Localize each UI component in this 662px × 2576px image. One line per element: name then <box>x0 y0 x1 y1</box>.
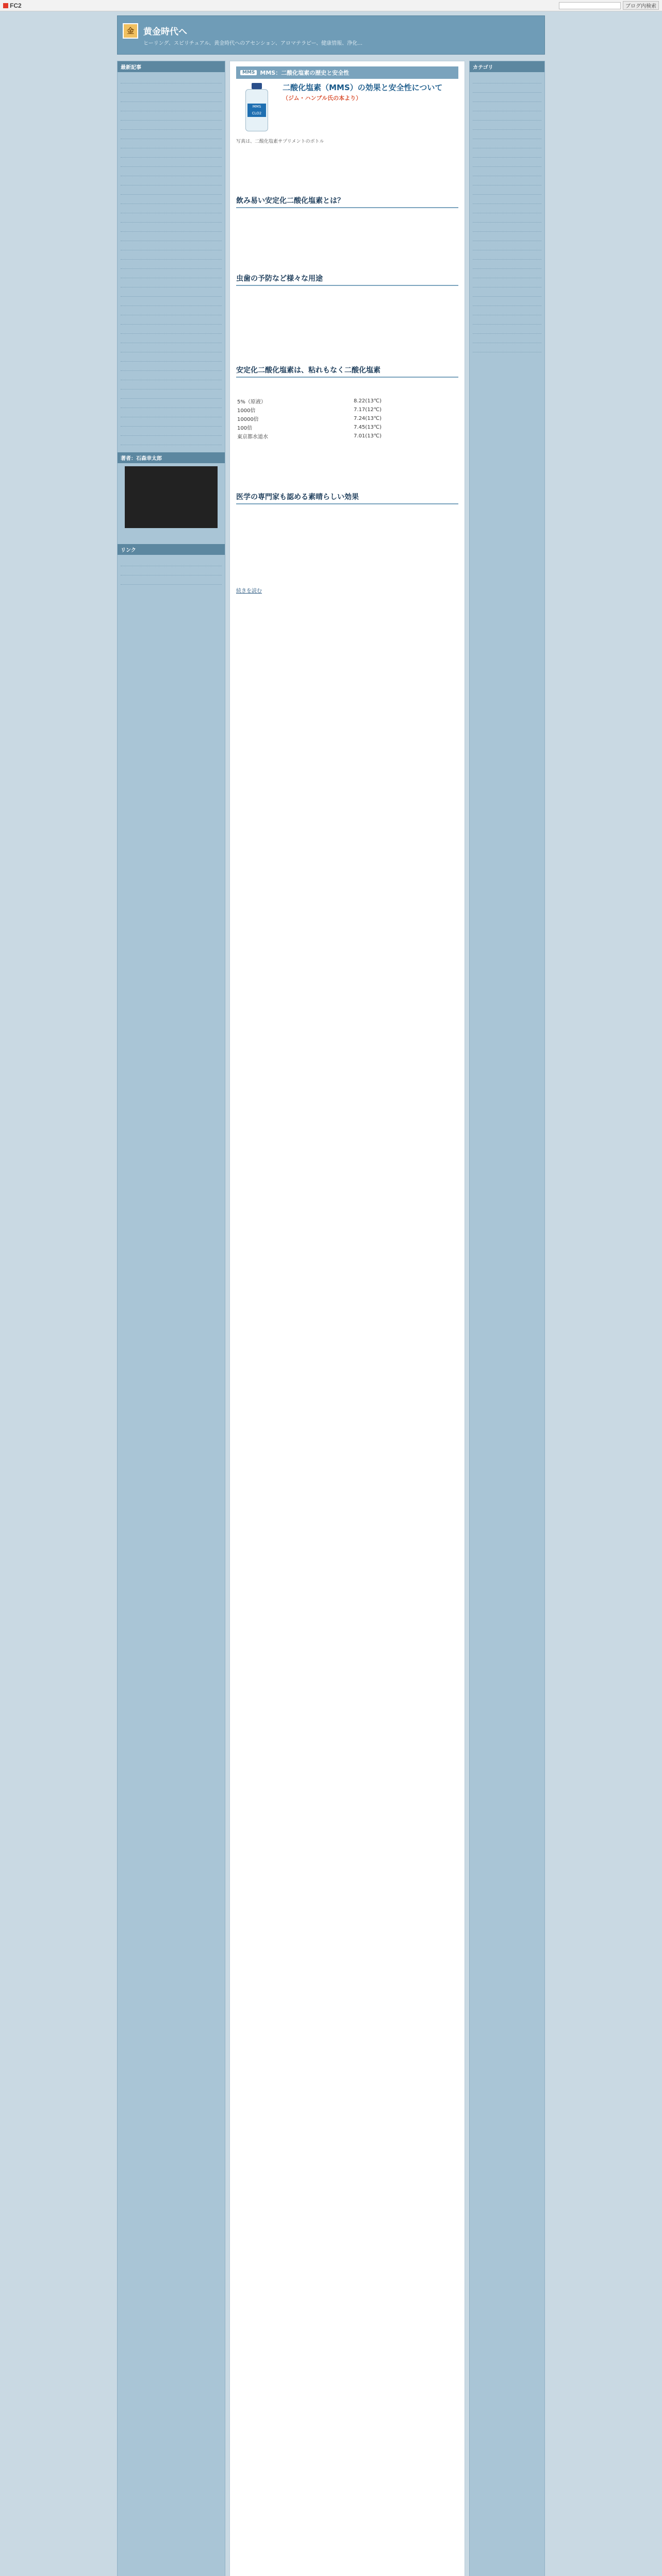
list-item[interactable] <box>121 130 222 139</box>
ph-value: 7.17(12℃) <box>354 407 382 413</box>
paragraph <box>236 565 458 574</box>
list-item[interactable] <box>121 223 222 232</box>
list-item[interactable] <box>121 176 222 185</box>
table-row <box>236 397 458 405</box>
table-row <box>236 405 458 414</box>
fc2-logo[interactable] <box>3 2 22 9</box>
list-item[interactable] <box>121 325 222 334</box>
list-item[interactable] <box>121 389 222 399</box>
list-item[interactable] <box>121 362 222 371</box>
paragraph <box>236 163 458 172</box>
ph-label: 東京都水道水 <box>237 434 268 440</box>
paragraph <box>236 177 458 186</box>
list-item[interactable] <box>121 306 222 315</box>
post-titlebar <box>236 66 458 79</box>
list-item[interactable] <box>121 93 222 102</box>
category-list <box>470 72 544 354</box>
product-image <box>236 83 277 134</box>
table-row <box>236 432 458 440</box>
links-list <box>118 555 225 587</box>
ph-value: 7.45(13℃) <box>354 425 382 430</box>
list-item[interactable] <box>473 232 541 241</box>
section-heading: 安定化二酸化塩素は、粘れもなく二酸化塩素 <box>236 365 458 378</box>
list-item[interactable] <box>121 287 222 297</box>
ph-value: 7.01(13℃) <box>354 433 382 439</box>
paragraph <box>236 291 458 300</box>
list-item[interactable] <box>473 121 541 130</box>
list-item[interactable] <box>473 93 541 102</box>
fc2-search <box>559 1 659 10</box>
list-item[interactable] <box>121 566 222 575</box>
list-item[interactable] <box>121 204 222 213</box>
recent-posts-heading: 最新記事 <box>118 61 225 72</box>
list-item[interactable] <box>473 297 541 306</box>
list-item[interactable] <box>121 260 222 269</box>
paragraph <box>236 446 458 454</box>
list-item[interactable] <box>473 241 541 250</box>
list-item[interactable] <box>121 343 222 352</box>
ph-label: 10000倍 <box>237 417 259 422</box>
list-item[interactable] <box>121 121 222 130</box>
blog-header <box>117 15 545 55</box>
list-item[interactable] <box>473 325 541 334</box>
list-item[interactable] <box>121 241 222 250</box>
list-item[interactable] <box>121 232 222 241</box>
list-item[interactable] <box>121 417 222 427</box>
paragraph <box>236 473 458 482</box>
list-item[interactable] <box>121 269 222 278</box>
list-item[interactable] <box>473 148 541 158</box>
links-heading: リンク <box>118 544 225 555</box>
author-profile <box>118 531 225 539</box>
list-item[interactable] <box>121 148 222 158</box>
list-item[interactable] <box>121 158 222 167</box>
paragraph <box>236 149 458 158</box>
blog-title[interactable]: 黄金時代へ <box>143 27 187 37</box>
list-item[interactable] <box>473 269 541 278</box>
paragraph <box>236 333 458 342</box>
list-item[interactable] <box>121 278 222 287</box>
list-item[interactable] <box>473 204 541 213</box>
post-subtitle: （ジム・ハンブル氏の本より） <box>283 95 362 101</box>
main-article <box>229 61 465 2576</box>
list-item[interactable] <box>121 380 222 389</box>
section-heading: 虫歯の予防など様々な用途 <box>236 273 458 286</box>
paragraph <box>236 551 458 560</box>
list-item[interactable] <box>473 306 541 315</box>
list-item[interactable] <box>473 139 541 148</box>
list-item[interactable] <box>473 278 541 287</box>
list-item[interactable] <box>473 195 541 204</box>
list-item[interactable] <box>473 287 541 297</box>
list-item[interactable] <box>121 334 222 343</box>
ph-value: 7.24(13℃) <box>354 416 382 421</box>
list-item[interactable] <box>121 102 222 111</box>
paragraph <box>236 510 458 518</box>
list-item[interactable] <box>473 223 541 232</box>
paragraph <box>236 523 458 532</box>
ph-value: 8.22(13℃) <box>354 398 382 404</box>
list-item[interactable] <box>473 213 541 223</box>
list-item[interactable] <box>473 176 541 185</box>
list-item[interactable] <box>121 213 222 223</box>
list-item[interactable] <box>473 130 541 139</box>
paragraph <box>236 537 458 546</box>
paragraph <box>236 241 458 250</box>
bottle-cap <box>252 83 262 89</box>
fc2-logo-text: FC2 <box>10 2 22 9</box>
fc2-search-button[interactable]: ブログ内検索 <box>623 1 659 10</box>
ph-label: 1000倍 <box>237 408 256 414</box>
fc2-search-input[interactable] <box>559 2 621 9</box>
list-item[interactable] <box>473 167 541 176</box>
paragraph <box>236 460 458 468</box>
list-item[interactable] <box>473 74 541 83</box>
paragraph <box>236 383 458 392</box>
paragraph <box>236 319 458 328</box>
list-item[interactable] <box>473 185 541 195</box>
category-badge[interactable]: MMS <box>240 70 257 75</box>
list-item[interactable] <box>473 250 541 260</box>
list-item[interactable] <box>473 158 541 167</box>
bottle-body <box>245 89 268 131</box>
recent-posts-list <box>118 72 225 447</box>
ph-label: 5%（原液） <box>237 399 266 405</box>
category-heading: カテゴリ <box>470 61 544 72</box>
fc2-toolbar <box>0 0 662 11</box>
list-item[interactable] <box>121 408 222 417</box>
blog-icon: 金 <box>123 23 138 39</box>
section-heading: 飲み易い安定化二酸化塩素とは？ <box>236 195 458 208</box>
list-item[interactable] <box>473 315 541 325</box>
list-item[interactable] <box>121 185 222 195</box>
blog-description: ヒーリング、スピリチュアル、黄金時代へのアセンション、アロマテラピー、健康情報、浄化… <box>143 41 363 46</box>
list-item[interactable] <box>121 575 222 585</box>
list-item[interactable] <box>121 250 222 260</box>
list-item[interactable] <box>473 334 541 343</box>
list-item[interactable] <box>121 557 222 566</box>
paragraph <box>236 213 458 222</box>
table-row <box>236 423 458 432</box>
read-more-link[interactable]: 続きを読む <box>236 588 262 594</box>
left-sidebar <box>117 61 225 2576</box>
author-heading: 著者：石森幸太郎 <box>118 452 225 463</box>
fc2-logo-icon <box>3 3 8 8</box>
ph-table <box>236 397 458 440</box>
section-heading: 医学の専門家も認める素晴らしい効果 <box>236 492 458 504</box>
author-photo <box>125 466 218 528</box>
image-caption: 写真は、二酸化塩素サプリメントのボトル <box>236 139 324 144</box>
list-item[interactable] <box>473 83 541 93</box>
paragraph <box>236 255 458 264</box>
list-item[interactable] <box>121 297 222 306</box>
list-item[interactable] <box>473 343 541 352</box>
post-titlebar-text[interactable]: MMS：二酸化塩素の歴史と安全性 <box>260 70 350 76</box>
paragraph <box>236 305 458 314</box>
list-item[interactable] <box>121 111 222 121</box>
list-item[interactable] <box>473 102 541 111</box>
list-item[interactable] <box>473 260 541 269</box>
list-item[interactable] <box>121 399 222 408</box>
list-item[interactable] <box>121 427 222 436</box>
table-row <box>236 414 458 423</box>
list-item[interactable] <box>121 139 222 148</box>
list-item[interactable] <box>121 315 222 325</box>
ph-label: 100倍 <box>237 426 253 431</box>
list-item[interactable] <box>121 83 222 93</box>
paragraph <box>236 347 458 355</box>
post-title: 二酸化塩素（MMS）の効果と安全性について <box>283 83 443 92</box>
list-item[interactable] <box>121 167 222 176</box>
paragraph <box>236 227 458 236</box>
right-sidebar <box>469 61 545 2576</box>
list-item[interactable] <box>121 74 222 83</box>
bottle-label: MMS CLO2 <box>247 104 266 117</box>
list-item[interactable] <box>121 195 222 204</box>
list-item[interactable] <box>121 371 222 380</box>
list-item[interactable] <box>121 436 222 445</box>
list-item[interactable] <box>121 352 222 362</box>
list-item[interactable] <box>473 111 541 121</box>
